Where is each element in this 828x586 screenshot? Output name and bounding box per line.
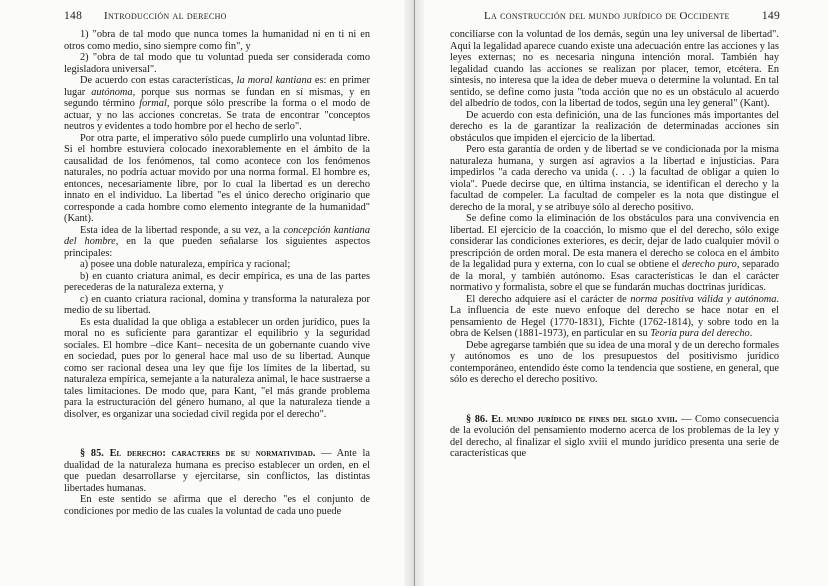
paragraph: Se define como la eliminación de los obstáculos para una convivencia en libertad. El ejercicio de la coacción, lo mismo que el del derecho, sólo exige considerar las condiciones exteriores, es decir, dejar de lado cualquier móvil o prescripción de orden moral. De esta manera el derecho se coloca en el ámbito de la legalidad pura y externa, con lo cual se obtiene el derecho puro, separado de la moral, y también autónomo. Esas características le dan el carácter normativo y formalista, sobre el que se fundarán muchas doctrinas jurídicas. xyxy=(450,213,779,293)
gutter-line xyxy=(414,0,415,586)
section-86: § 86. El mundo jurídico de fines del siglo xviii. — Como consecuencia de la evolución del pensamiento moderno acerca de los problemas de la ley y del derecho, al finalizar el siglo xviii el mundo jurídico presenta una serie de características que xyxy=(450,413,779,459)
running-head: La construcción del mundo jurídico de Occidente xyxy=(484,10,730,22)
paragraph: 2) "obra de tal modo que tu voluntad pueda ser considerada como legisladora universal". xyxy=(64,52,370,75)
paragraph: Por otra parte, el imperativo sólo puede cumplirlo una voluntad libre. Si el hombre estuviera colocado inexorablemente en el ámbito de la causalidad de los fenómenos, tal como acontece con los fenómenos naturales, no podría actuar movido por una norma formal. El hombre es, entonces, necesariamente libre, por lo cual la libertad es un derecho innato en el individuo. La libertad "es el único derecho originario que corresponde a cada hombre como elemento integrante de la humanidad" (Kant). xyxy=(64,132,370,224)
section-heading: El derecho: caracteres de su normatividad. xyxy=(109,448,316,459)
right-body xyxy=(450,29,779,460)
paragraph: De acuerdo con esta definición, una de las funciones más importantes del derecho es la de garantizar la realización de determinadas acciones sin obstáculos que impiden el ejercicio de la libertad. xyxy=(450,109,779,144)
right-page xyxy=(418,0,828,586)
paragraph: conciliarse con la voluntad de los demás, según una ley universal de libertad". Aquí la legalidad aparece cuando existe una adecuación entre las acciones y las leyes externas; no es necesaria ninguna intención moral. También hay legalidad cuando las acciones se realizan por placer, temor, etcétera. En síntesis, no interesa que la idea de deber mueva o determine la voluntad. En tal sentido, se define como justa "toda acción que no es un obstáculo al acuerdo del albedrío de todos, con la libertad de todos, según una ley general" (Kant). xyxy=(450,29,779,109)
section-85: § 85. El derecho: caracteres de su normatividad. — Ante la dualidad de la naturaleza humana es preciso establecer un orden, en el que puedan desarrollarse y ejercitarse, sin conflictos, las distintas libertades humanas. xyxy=(64,448,370,494)
paragraph: 1) "obra de tal modo que nunca tomes la humanidad ni en ti ni en otros como medio, sino siempre como fin", y xyxy=(64,29,370,52)
section-heading: El mundo jurídico de fines del siglo xviii. xyxy=(491,413,678,425)
page-number: 149 xyxy=(761,10,780,22)
paragraph: Pero esta garantía de orden y de libertad se ve condicionada por la misma naturaleza humana, y surgen así agravios a la libertad e injusticias. Para impedirlos "a cada derecho va unida (. . .) la facultad de obligar a quien lo viola". Puede decirse que, en última instancia, se identifican el derecho y la facultad de compeler. La facultad de compeler es la nota que distingue el derecho de la moral, y se atribuye sólo al derecho positivo. xyxy=(450,144,779,213)
paragraph: Es esta dualidad la que obliga a establecer un orden jurídico, pues la moral no es suficiente para garantizar el equilibrio y la seguridad sociales. El hombre –dice Kant– necesita de un gobernante cuando vive en sociedad, pues por lo general hace mal uso de su libertad. Aunque como ser racional desea una ley que fije los límites de la libertad, su naturaleza empírica, semejante a la naturaleza animal, le hace sustraerse a tales limitaciones. De modo que, para Kant, "el más grande problema para la estructuración del género humano, al que la naturaleza tiende a disolver, es organizar una sociedad civil regida por el derecho". xyxy=(64,316,370,420)
left-page xyxy=(0,0,410,586)
left-body xyxy=(64,29,370,517)
list-item: a) posee una doble naturaleza, empírica y racional; xyxy=(80,259,291,270)
paragraph: El derecho adquiere así el carácter de norma positiva válida y autónoma. La influencia de este nuevo enfoque del derecho se hace notar en el pensamiento de Hegel (1770-1831), Fichte (1762-1814), y sobre todo en la obra de Kelsen (1881-1973), en particular en su Teoría pura del derecho. xyxy=(450,293,779,339)
paragraph: Esta idea de la libertad responde, a su vez, a la concepción kantiana del hombre, en la que pueden señalarse los siguientes aspectos principales: xyxy=(64,224,370,259)
paragraph: En este sentido se afirma que el derecho "es el conjunto de condiciones por medio de las cuales la voluntad de cada uno puede xyxy=(64,494,370,517)
paragraph: Debe agregarse también que su idea de una moral y de un derecho formales y autónomos es uno de los presupuestos del positivismo jurídico contemporáneo, entendido éste como la tendencia que sostiene, en general, que sólo es derecho el derecho positivo. xyxy=(450,339,779,385)
list-item: b) en cuanto criatura animal, es decir empírica, es una de las partes perecederas de la naturaleza externa, y xyxy=(64,270,370,293)
running-head: Introducción al derecho xyxy=(104,10,227,22)
paragraph: De acuerdo con estas características, la moral kantiana es: en primer lugar autónoma, porque sus normas se fundan en sí mismas, y en segundo término formal, porque sólo prescribe la forma o el modo de actuar, y no las acciones concretas. Se trata de encontrar "conceptos neutros y evidentes a todo hombre por el hecho de serlo". xyxy=(64,75,370,132)
page-number: 148 xyxy=(64,10,83,22)
list-item: c) en cuanto criatura racional, domina y transforma la naturaleza por medio de su libertad. xyxy=(64,293,370,316)
